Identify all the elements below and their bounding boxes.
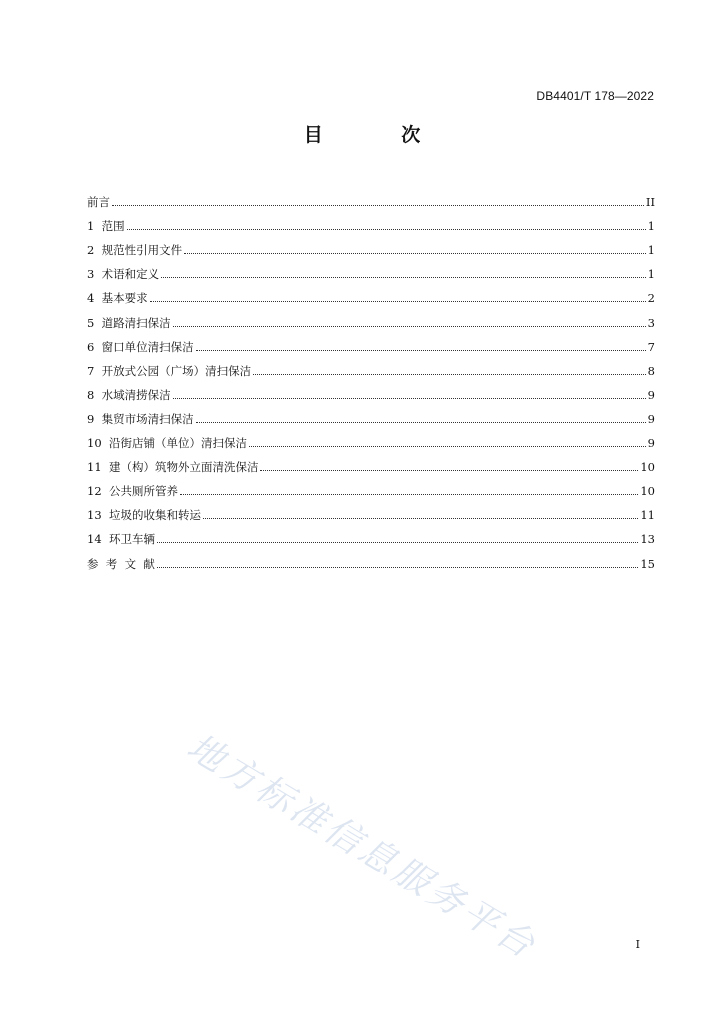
document-code: DB4401/T 178—2022 — [536, 89, 654, 103]
toc-entry-page: 10 — [640, 460, 655, 475]
toc-entry-label: 14 环卫车辆 — [87, 532, 155, 547]
toc-entry-label: 3 术语和定义 — [87, 267, 160, 282]
toc-leader-dots — [253, 373, 646, 375]
toc-entry[interactable] — [87, 498, 655, 522]
toc-entry-label: 参 考 文 献 — [87, 556, 155, 571]
toc-entry-page: 9 — [647, 411, 655, 426]
toc-entry-label: 9 集贸市场清扫保洁 — [87, 411, 194, 426]
toc-entry-page: 1 — [647, 267, 655, 282]
toc-leader-dots — [112, 204, 644, 206]
toc-leader-dots — [127, 228, 646, 230]
toc-entry-label: 1 范围 — [87, 219, 125, 234]
toc-leader-dots — [173, 325, 646, 327]
toc-entry-page: 1 — [647, 219, 655, 234]
toc-entry-page: 9 — [647, 387, 655, 402]
toc-leader-dots — [260, 469, 638, 471]
toc-entry-label: 8 水域清捞保洁 — [87, 387, 171, 402]
toc-entry-label: 10 沿街店铺（单位）清扫保洁 — [87, 436, 247, 451]
toc-entry-label: 6 窗口单位清扫保洁 — [87, 339, 194, 354]
toc-entry[interactable] — [87, 233, 655, 257]
toc-leader-dots — [180, 493, 638, 495]
toc-entry[interactable] — [87, 474, 655, 498]
toc-leader-dots — [184, 252, 646, 254]
toc-leader-dots — [203, 517, 638, 519]
toc-entry[interactable] — [87, 354, 655, 378]
toc-entry-page: 13 — [640, 532, 655, 547]
toc-entry-page: 7 — [647, 339, 655, 354]
page-title: 目 次 — [303, 124, 457, 146]
toc-entry-page: 1 — [647, 243, 655, 258]
toc-leader-dots — [161, 276, 646, 278]
toc-entry-page: 15 — [640, 556, 655, 571]
toc-entry[interactable] — [87, 281, 655, 305]
toc-entry[interactable] — [87, 450, 655, 474]
toc-entry[interactable] — [87, 209, 655, 233]
toc-entry-label: 7 开放式公园（广场）清扫保洁 — [87, 363, 252, 378]
toc-entry-label: 4 基本要求 — [87, 291, 148, 306]
watermark: 地方标准信息服务平台 — [179, 726, 544, 968]
toc-entry[interactable] — [87, 330, 655, 354]
toc-entry[interactable] — [87, 257, 655, 281]
toc-entry[interactable] — [87, 402, 655, 426]
toc-entry-label: 13 垃圾的收集和转运 — [87, 508, 201, 523]
toc-leader-dots — [157, 541, 638, 543]
toc-leader-dots — [157, 566, 638, 568]
page-number: I — [635, 938, 640, 951]
table-of-contents — [87, 185, 655, 571]
toc-entry[interactable] — [87, 546, 655, 570]
toc-entry-label: 2 规范性引用文件 — [87, 243, 183, 258]
toc-entry[interactable] — [87, 426, 655, 450]
toc-entry-label: 5 道路清扫保洁 — [87, 315, 171, 330]
toc-entry[interactable] — [87, 305, 655, 329]
toc-leader-dots — [150, 300, 646, 302]
toc-entry-page: II — [645, 195, 655, 210]
toc-entry-page: 9 — [647, 436, 655, 451]
toc-entry-label: 前言 — [87, 195, 110, 210]
toc-leader-dots — [249, 445, 646, 447]
toc-entry[interactable] — [87, 378, 655, 402]
toc-leader-dots — [173, 397, 646, 399]
toc-entry-label: 12 公共厕所管养 — [87, 484, 178, 499]
toc-leader-dots — [196, 349, 646, 351]
toc-leader-dots — [196, 421, 646, 423]
toc-entry[interactable] — [87, 185, 655, 209]
toc-entry-page: 2 — [647, 291, 655, 306]
toc-entry-page: 3 — [647, 315, 655, 330]
toc-entry[interactable] — [87, 522, 655, 546]
toc-entry-page: 11 — [640, 508, 655, 523]
toc-entry-label: 11 建（构）筑物外立面清洗保洁 — [87, 460, 259, 475]
toc-entry-page: 10 — [640, 484, 655, 499]
toc-entry-page: 8 — [647, 363, 655, 378]
